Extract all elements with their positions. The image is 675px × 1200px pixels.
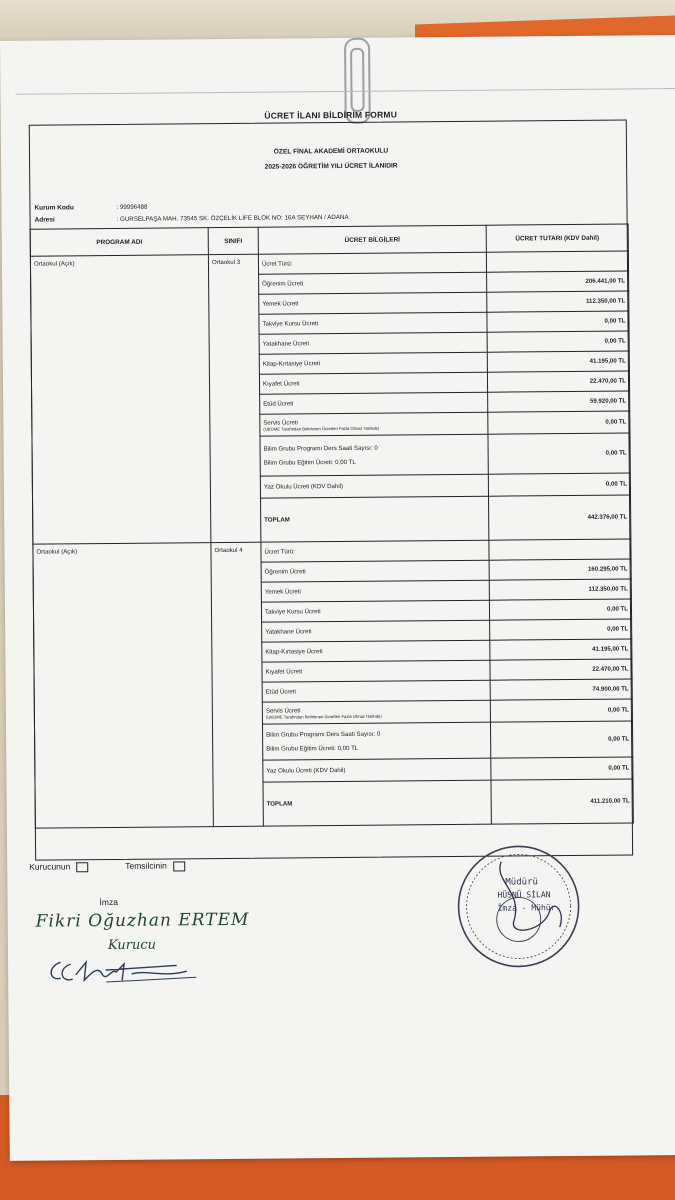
fee-amount-cell: 112.350,00 TL xyxy=(487,291,629,312)
fee-amount-cell: 0,00 TL xyxy=(488,433,630,474)
header-program: PROGRAM ADI xyxy=(30,228,208,257)
seal-line-2: HÜSNÜ SİLAN xyxy=(497,890,551,900)
fee-label: Etüd Ücreti xyxy=(263,400,294,408)
kurucunun-checkbox-row xyxy=(29,861,88,872)
fee-label-cell xyxy=(262,722,490,760)
fee-amount-cell: 74.900,00 TL xyxy=(490,679,632,700)
fee-amount-cell: 41.195,00 TL xyxy=(487,351,629,372)
fee-label-cell xyxy=(260,474,488,498)
fee-note: (UKOME Tarafından Belirlenen Ücretten Fazla Olmaz Halinde) xyxy=(265,713,382,720)
handwritten-signature-name: Fikri Oğuzhan ERTEM xyxy=(35,909,250,932)
fee-label: Yatakhane Ücreti xyxy=(262,340,309,348)
fee-label-cell xyxy=(258,252,486,274)
class-name-cell: Ortaokul 4 xyxy=(211,542,263,826)
fee-label: Yemek Ücreti xyxy=(264,588,301,596)
temsilcinin-label: Temsilcinin xyxy=(125,860,167,871)
fee-label-cell xyxy=(262,620,490,642)
fee-amount-cell: 0,00 TL xyxy=(488,411,630,434)
fee-label-cell xyxy=(259,332,487,354)
fee-label-cell xyxy=(261,496,489,542)
fee-label-secondary: Bilim Grubu Eğitim Ücreti: 0,00 TL xyxy=(263,458,356,467)
fee-amount-cell: 0,00 TL xyxy=(488,473,630,496)
fee-label: Kıyafet Ücreti xyxy=(265,668,303,676)
fee-amount-cell: 22.470,00 TL xyxy=(487,371,629,392)
fee-amount-cell: 41.195,00 TL xyxy=(490,639,632,660)
seal-line-1: Müdürü xyxy=(505,877,538,888)
header-class: SINIFI xyxy=(208,227,258,254)
fee-label-cell xyxy=(262,700,490,724)
kurum-kodu-label: Kurum Kodu xyxy=(34,204,74,212)
document-page xyxy=(0,35,675,1161)
fee-label: Etüd Ücreti xyxy=(265,688,296,696)
fee-amount-cell: 206.441,00 TL xyxy=(487,271,629,292)
fee-label: Öğrenim Ücreti xyxy=(262,280,304,288)
fee-amount-cell: 411.210,00 TL xyxy=(491,779,633,824)
signature-scribble-icon xyxy=(46,951,206,988)
fee-label: Bilim Grubu Programı Ders Saati Sayısı: 0 xyxy=(266,730,381,739)
fee-label-secondary: Bilim Grubu Eğitim Ücreti: 0,00 TL xyxy=(266,744,359,753)
imza-label: İmza xyxy=(99,896,118,908)
fee-label: TOPLAM xyxy=(266,800,293,808)
fee-label-cell xyxy=(259,352,487,374)
fee-label: Kitap-Kırtasiye Ücreti xyxy=(262,360,321,368)
official-stamp-seal xyxy=(453,841,584,972)
fee-amount-cell: 0,00 TL xyxy=(487,331,629,352)
fee-label-cell xyxy=(263,780,491,826)
kurum-kodu-row xyxy=(34,204,147,212)
fee-amount-cell: 0,00 TL xyxy=(490,699,632,722)
fee-label-cell xyxy=(262,680,490,702)
fee-amount-cell: 0,00 TL xyxy=(487,311,629,332)
fee-label-cell xyxy=(261,540,489,562)
fee-label: Yemek Ücreti xyxy=(262,300,299,308)
fee-amount-cell: 160.295,00 TL xyxy=(489,559,631,580)
handwritten-signature-role: Kurucu xyxy=(107,937,157,954)
fee-label: Öğrenim Ücreti xyxy=(264,568,306,576)
fee-label: Servis Ücreti xyxy=(263,418,298,427)
fee-amount-cell xyxy=(489,539,631,560)
fee-label: Yaz Okulu Ücreti (KDV Dahil) xyxy=(263,482,344,491)
fee-label-cell xyxy=(260,412,488,436)
fee-amount-cell: 0,00 TL xyxy=(490,721,632,758)
year-title: 2025-2026 ÖĞRETİM YILI ÜCRET İLANIDIR xyxy=(264,162,398,171)
fee-amount-cell: 22.470,00 TL xyxy=(490,659,632,680)
class-name-cell: Ortaokul 3 xyxy=(208,254,261,542)
adres-value: : GURSELPAŞA MAH. 73545 SK. ÖZÇELİK LİFE BLOK NO: 16A SEYHAN / ADANA xyxy=(116,213,349,223)
fee-amount-cell: 0,00 TL xyxy=(489,599,631,620)
seal-line-3: İmza - Mühür xyxy=(497,903,556,913)
kurum-kodu-value: : 99996488 xyxy=(116,203,148,211)
fee-amount-cell: 442.376,00 TL xyxy=(489,495,631,540)
fee-label: Servis Ücreti xyxy=(265,706,301,715)
kurucunun-checkbox[interactable] xyxy=(76,862,88,872)
kurucunun-label: Kurucunun xyxy=(29,861,71,872)
fee-label: Takviye Kursu Ücreti xyxy=(262,320,319,328)
fee-label-cell xyxy=(259,372,487,394)
fee-label-cell xyxy=(259,292,487,314)
fee-label: Yaz Okulu Ücreti (KDV Dahil) xyxy=(266,766,346,775)
fee-label-cell xyxy=(261,600,489,622)
fee-amount-cell xyxy=(486,251,628,272)
fee-amount-cell: 59.920,00 TL xyxy=(488,391,630,412)
form-title: ÜCRET İLANI BİLDİRİM FORMU xyxy=(264,109,398,121)
fee-table xyxy=(30,223,634,828)
program-name-cell: Ortaokul (Açık) xyxy=(30,255,211,545)
adres-label: Adresi xyxy=(34,216,55,224)
fee-label: Ücret Türü: xyxy=(261,260,293,268)
fee-label: Kıyafet Ücreti xyxy=(262,380,300,388)
fee-label-cell xyxy=(259,272,487,294)
fee-label-cell xyxy=(263,758,491,782)
fee-label: Kitap-Kırtasiye Ücreti xyxy=(265,648,323,656)
header-fee-amount: ÜCRET TUTARI (KDV Dahil) xyxy=(486,224,628,252)
fee-label-cell xyxy=(260,392,488,414)
temsilcinin-checkbox[interactable] xyxy=(173,861,185,871)
program-name-cell: Ortaokul (Açık) xyxy=(33,543,213,829)
fee-label-cell xyxy=(262,640,490,662)
fee-table-body xyxy=(30,251,633,828)
fee-label: Takviye Kursu Ücreti xyxy=(264,608,321,616)
fee-amount-cell: 0,00 TL xyxy=(490,619,632,640)
header-fee-info: ÜCRET BİLGİLERİ xyxy=(258,225,486,254)
fee-label-cell xyxy=(262,660,490,682)
fee-label-cell xyxy=(260,434,488,476)
fee-label: TOPLAM xyxy=(264,516,290,524)
fee-label: Ücret Türü: xyxy=(264,548,295,556)
fee-amount-cell: 0,00 TL xyxy=(491,757,633,780)
fee-label-cell xyxy=(259,312,487,334)
fee-amount-cell: 112.350,00 TL xyxy=(489,579,631,600)
fee-note: (UKOME Tarafından Belirlenen Ücretten Fazla Olmaz Halinde) xyxy=(263,425,380,432)
fee-label: Yatakhane Ücreti xyxy=(265,628,312,636)
school-name: ÖZEL FİNAL AKADEMİ ORTAOKULU xyxy=(273,147,389,156)
fee-label-cell xyxy=(261,560,489,582)
fee-label-cell xyxy=(261,580,489,602)
fee-label: Bilim Grubu Programı Ders Saati Sayısı: 0 xyxy=(263,444,378,453)
temsilcinin-checkbox-row xyxy=(125,860,185,871)
